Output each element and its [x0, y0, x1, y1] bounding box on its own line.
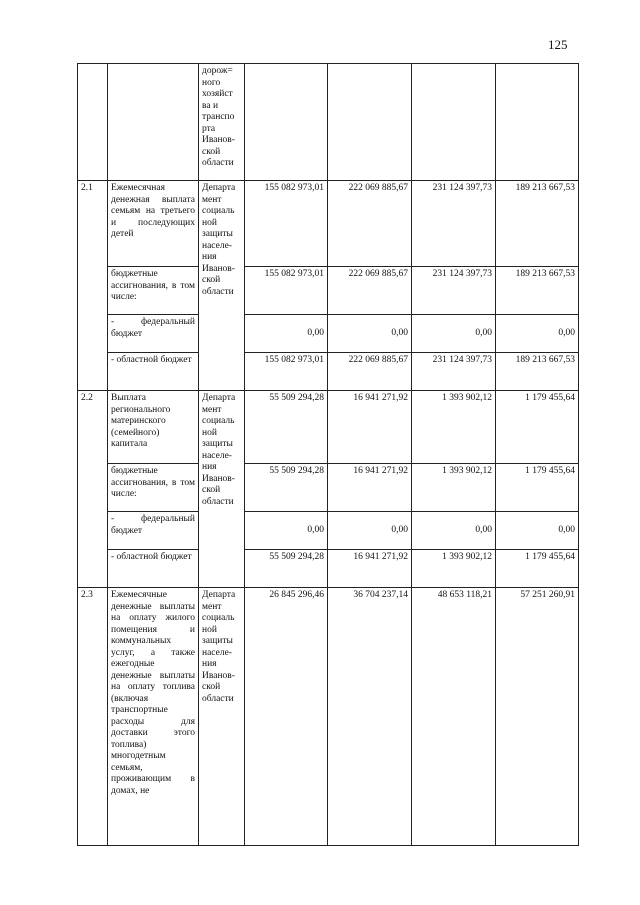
value-cell: 222 069 885,67 — [328, 267, 412, 315]
executor-line: дорож= — [202, 66, 233, 76]
value-cell: 55 509 294,28 — [245, 391, 328, 464]
executor-cell — [199, 588, 245, 846]
value-cell: 16 941 271,92 — [328, 550, 412, 588]
executor-line: ной — [202, 624, 217, 635]
executor-line: области — [202, 496, 234, 507]
value-cell: 0,00 — [496, 315, 579, 353]
value-cell: 36 704 237,14 — [328, 588, 412, 846]
table-row — [78, 181, 579, 267]
executor-line: ной — [202, 217, 217, 228]
executor-line: Иванов- — [202, 135, 235, 145]
table-row — [78, 464, 579, 512]
executor-line: области — [202, 158, 234, 168]
executor-line: ва и — [202, 100, 219, 111]
code-cell: 2.3 — [78, 588, 108, 846]
value-cell: 57 251 260,91 — [496, 588, 579, 846]
executor-line: мент — [202, 194, 222, 205]
executor-line: мент — [202, 601, 222, 612]
executor-text — [202, 590, 241, 705]
value-cell: 189 213 667,53 — [496, 353, 579, 391]
title-cell: Выплата регионального материнского (семейного) капитала — [108, 391, 199, 464]
executor-text — [202, 183, 241, 298]
value-cell: 155 082 973,01 — [245, 181, 328, 267]
executor-line: ной — [202, 427, 217, 438]
value-cell: 1 393 902,12 — [412, 464, 496, 512]
value-cell: 189 213 667,53 — [496, 267, 579, 315]
value-cell: 189 213 667,53 — [496, 181, 579, 267]
executor-line: населе- — [202, 450, 232, 461]
executor-line: населе- — [202, 647, 232, 658]
value-cell: 0,00 — [245, 315, 328, 353]
executor-cell — [199, 64, 245, 181]
value-cell: 0,00 — [328, 315, 412, 353]
value-cell: 1 179 455,64 — [496, 464, 579, 512]
sub-label-cell: - федеральный бюджет — [108, 512, 199, 550]
page-number: 125 — [548, 37, 568, 52]
table-row — [78, 391, 579, 464]
value-cell: 1 393 902,12 — [412, 550, 496, 588]
table-row — [78, 64, 579, 181]
value-cell — [245, 64, 328, 181]
executor-line: ской — [202, 682, 221, 692]
executor-line: ской — [202, 146, 221, 157]
value-cell: 16 941 271,92 — [328, 464, 412, 512]
value-cell: 1 179 455,64 — [496, 550, 579, 588]
table-row — [78, 267, 579, 315]
value-cell: 1 179 455,64 — [496, 391, 579, 464]
executor-line: области — [202, 286, 234, 297]
budget-table — [77, 63, 579, 846]
executor-line: защиты — [202, 636, 233, 646]
executor-line: Департа — [202, 393, 236, 403]
executor-line: защиты — [202, 229, 233, 239]
executor-line: рта — [202, 123, 216, 134]
executor-text — [202, 66, 241, 170]
title-cell — [108, 64, 199, 181]
value-cell: 231 124 397,73 — [412, 267, 496, 315]
value-cell: 26 845 296,46 — [245, 588, 328, 846]
executor-line: транспо — [202, 112, 235, 122]
executor-line: Иванов- — [202, 473, 235, 484]
value-cell — [328, 64, 412, 181]
executor-line: мент — [202, 404, 222, 415]
executor-line: социаль — [202, 613, 235, 623]
executor-line: ного — [202, 77, 221, 88]
title-cell: Ежемесячная денежная выплата семьям на третьего и последующих детей — [108, 181, 199, 267]
executor-line: Иванов- — [202, 263, 235, 274]
executor-line: Департа — [202, 183, 236, 193]
code-cell: 2.2 — [78, 391, 108, 588]
executor-cell — [199, 181, 245, 391]
value-cell: 222 069 885,67 — [328, 181, 412, 267]
sub-label-cell: - областной бюджет — [108, 550, 199, 588]
value-cell: 48 653 118,21 — [412, 588, 496, 846]
table-row — [78, 550, 579, 588]
table-row — [78, 588, 579, 846]
sub-label-cell: бюджетные ассигнования, в том числе: — [108, 267, 199, 315]
table-row — [78, 512, 579, 550]
value-cell — [412, 64, 496, 181]
value-cell: 155 082 973,01 — [245, 353, 328, 391]
executor-line: защиты — [202, 439, 233, 449]
executor-line: ния — [202, 462, 217, 472]
sub-label-cell: - федеральный бюджет — [108, 315, 199, 353]
value-cell: 155 082 973,01 — [245, 267, 328, 315]
code-cell — [78, 64, 108, 181]
executor-text — [202, 393, 241, 508]
table-row — [78, 353, 579, 391]
executor-line: Департа — [202, 590, 236, 600]
value-cell: 55 509 294,28 — [245, 464, 328, 512]
value-cell: 55 509 294,28 — [245, 550, 328, 588]
value-cell: 0,00 — [496, 512, 579, 550]
value-cell: 231 124 397,73 — [412, 181, 496, 267]
value-cell: 0,00 — [328, 512, 412, 550]
executor-line: ния — [202, 659, 217, 669]
sub-label-cell: бюджетные ассигнования, в том числе: — [108, 464, 199, 512]
value-cell — [496, 64, 579, 181]
code-cell: 2.1 — [78, 181, 108, 391]
executor-line: социаль — [202, 416, 235, 426]
executor-line: Иванов- — [202, 670, 235, 681]
value-cell: 222 069 885,67 — [328, 353, 412, 391]
value-cell: 1 393 902,12 — [412, 391, 496, 464]
value-cell: 0,00 — [412, 315, 496, 353]
executor-line: области — [202, 693, 234, 704]
executor-line: населе- — [202, 240, 232, 251]
executor-line: ской — [202, 485, 221, 495]
value-cell: 231 124 397,73 — [412, 353, 496, 391]
sub-label-cell: - областной бюджет — [108, 353, 199, 391]
table-row — [78, 315, 579, 353]
executor-line: хозяйст — [202, 89, 233, 99]
value-cell: 0,00 — [245, 512, 328, 550]
executor-cell — [199, 391, 245, 588]
executor-line: ской — [202, 275, 221, 285]
value-cell: 16 941 271,92 — [328, 391, 412, 464]
value-cell: 0,00 — [412, 512, 496, 550]
title-cell: Ежемесячные денежные выплаты на оплату жилого помещения и коммунальных услуг, а также ежегодные денежные выплаты на оплату топлива (включая транспортные расходы для доставки этого топлива) многодетным семьям, проживающим в домах, не — [108, 588, 199, 846]
executor-line: ния — [202, 252, 217, 262]
executor-line: социаль — [202, 206, 235, 216]
